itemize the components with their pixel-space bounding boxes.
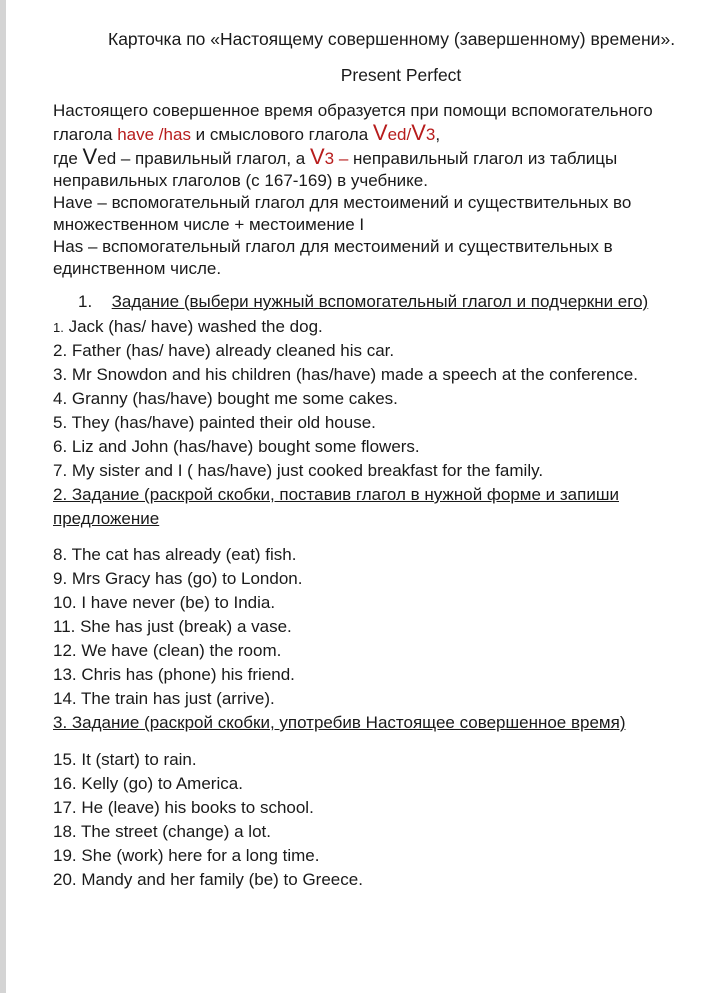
page-subtitle: Present Perfect bbox=[340, 65, 462, 85]
task2-heading: 2. Задание (раскрой скобки, поставив глагол в нужной форме и запиши bbox=[53, 485, 619, 504]
exercise-item: 3. Mr Snowdon and his children (has/have) made a speech at the conference. bbox=[53, 365, 638, 384]
intro-text: , bbox=[435, 125, 441, 144]
verb-form-ending: 3 – bbox=[324, 149, 349, 168]
intro-line: единственном числе. bbox=[53, 259, 222, 278]
exercise-item: 11. She has just (break) a vase. bbox=[53, 617, 292, 636]
intro-text: ed – правильный глагол, а bbox=[97, 149, 310, 168]
intro-text: где bbox=[53, 149, 83, 168]
exercise-item: 15. It (start) to rain. bbox=[53, 750, 197, 769]
intro-line: множественном числе + местоимение I bbox=[53, 215, 365, 234]
exercise-item: 19. She (work) here for a long time. bbox=[53, 846, 320, 865]
task2-heading-cont: предложение bbox=[53, 509, 160, 528]
exercise-item bbox=[53, 317, 323, 337]
exercise-item: 5. They (has/have) painted their old house. bbox=[53, 413, 376, 432]
exercise-item: 9. Mrs Gracy has (go) to London. bbox=[53, 569, 303, 588]
exercise-item: 16. Kelly (go) to America. bbox=[53, 774, 243, 793]
intro-paragraph bbox=[53, 100, 708, 280]
exercise-item: 14. The train has just (arrive). bbox=[53, 689, 275, 708]
verb-form-letter: V bbox=[372, 120, 388, 145]
intro-text: глагола bbox=[53, 125, 118, 144]
intro-line: Have – вспомогательный глагол для местоимений и существительных во bbox=[53, 193, 632, 212]
task1-heading bbox=[78, 292, 648, 312]
exercise-item: 13. Chris has (phone) his friend. bbox=[53, 665, 295, 684]
intro-line: Настоящего совершенное время образуется при помощи вспомогательного bbox=[53, 101, 653, 120]
intro-text: и смыслового глагола bbox=[190, 125, 373, 144]
verb-form-letter: V bbox=[82, 144, 98, 169]
exercise-item: 18. The street (change) a lot. bbox=[53, 822, 271, 841]
verb-form-letter: V bbox=[411, 120, 426, 145]
exercise-item: 20. Mandy and her family (be) to Greece. bbox=[53, 870, 363, 889]
exercise-item: 12. We have (clean) the room. bbox=[53, 641, 282, 660]
exercise-item: 8. The cat has already (eat) fish. bbox=[53, 545, 297, 564]
intro-line: неправильных глаголов (с 167-169) в учебнике. bbox=[53, 171, 428, 190]
intro-line bbox=[53, 146, 708, 170]
page-title: Карточка по «Настоящему совершенному (завершенному) времени». bbox=[108, 29, 676, 49]
task1-number: 1. bbox=[78, 292, 93, 311]
intro-text: неправильный глагол из таблицы bbox=[348, 149, 618, 168]
verb-form-ending: 3 bbox=[425, 125, 436, 144]
exercise-item: 2. Father (has/ have) already cleaned his car. bbox=[53, 341, 395, 360]
exercise-item: 6. Liz and John (has/have) bought some flowers. bbox=[53, 437, 420, 456]
exercise-item: 7. My sister and I ( has/have) just cooked breakfast for the family. bbox=[53, 461, 544, 480]
verb-form-letter: V bbox=[309, 144, 325, 169]
task1-heading-text: Задание (выбери нужный вспомогательный глагол и подчеркни его) bbox=[111, 292, 649, 311]
item-text: Jack (has/ have) washed the dog. bbox=[63, 317, 323, 336]
item-number: 1. bbox=[53, 320, 64, 335]
page-edge bbox=[0, 0, 6, 993]
auxiliary-verbs: have /has bbox=[117, 125, 191, 144]
intro-line bbox=[53, 122, 708, 146]
task3-heading: 3. Задание (раскрой скобки, употребив Настоящее совершенное время) bbox=[53, 713, 626, 732]
intro-line: Has – вспомогательный глагол для местоимений и существительных в bbox=[53, 237, 613, 256]
verb-form-ending: ed/ bbox=[387, 125, 412, 144]
exercise-item: 4. Granny (has/have) bought me some cakes. bbox=[53, 389, 398, 408]
exercise-item: 10. I have never (be) to India. bbox=[53, 593, 276, 612]
exercise-item: 17. He (leave) his books to school. bbox=[53, 798, 314, 817]
